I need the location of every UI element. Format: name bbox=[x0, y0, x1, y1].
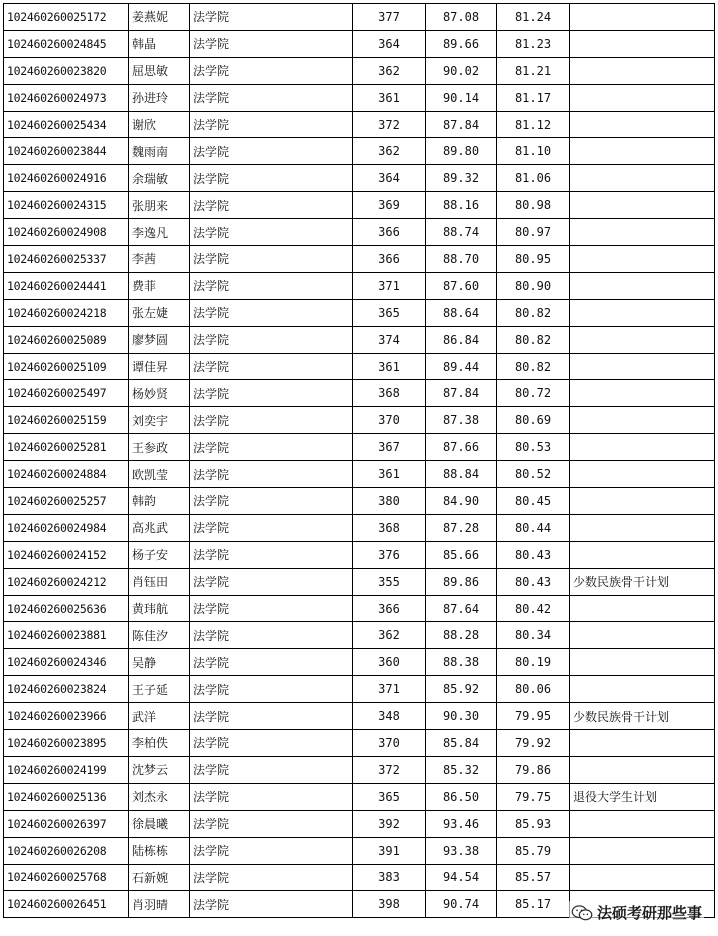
name-cell: 李逸凡 bbox=[129, 219, 190, 246]
interview-score-cell: 87.66 bbox=[426, 434, 497, 461]
candidate-id-cell: 102460260024908 bbox=[4, 219, 129, 246]
initial-score-cell: 372 bbox=[353, 111, 426, 138]
name-cell: 韩韵 bbox=[129, 488, 190, 515]
table-row bbox=[4, 676, 715, 703]
total-score-cell: 85.93 bbox=[497, 810, 570, 837]
table-row bbox=[4, 192, 715, 219]
note-cell bbox=[570, 595, 715, 622]
school-cell: 法学院 bbox=[190, 111, 353, 138]
school-cell: 法学院 bbox=[190, 541, 353, 568]
candidate-id-cell: 102460260024845 bbox=[4, 30, 129, 57]
school-cell: 法学院 bbox=[190, 165, 353, 192]
initial-score-cell: 372 bbox=[353, 756, 426, 783]
candidate-id-cell: 102460260024916 bbox=[4, 165, 129, 192]
name-cell: 魏雨南 bbox=[129, 138, 190, 165]
school-cell: 法学院 bbox=[190, 272, 353, 299]
note-cell bbox=[570, 353, 715, 380]
interview-score-cell: 87.60 bbox=[426, 272, 497, 299]
note-cell bbox=[570, 434, 715, 461]
name-cell: 廖梦圆 bbox=[129, 326, 190, 353]
interview-score-cell: 89.44 bbox=[426, 353, 497, 380]
interview-score-cell: 90.14 bbox=[426, 84, 497, 111]
candidate-id-cell: 102460260024884 bbox=[4, 461, 129, 488]
name-cell: 黄玮航 bbox=[129, 595, 190, 622]
name-cell: 肖钰田 bbox=[129, 568, 190, 595]
candidate-id-cell: 102460260024199 bbox=[4, 756, 129, 783]
table-row bbox=[4, 326, 715, 353]
total-score-cell: 80.82 bbox=[497, 326, 570, 353]
name-cell: 韩晶 bbox=[129, 30, 190, 57]
note-cell bbox=[570, 192, 715, 219]
initial-score-cell: 360 bbox=[353, 649, 426, 676]
note-cell bbox=[570, 165, 715, 192]
interview-score-cell: 88.84 bbox=[426, 461, 497, 488]
interview-score-cell: 86.50 bbox=[426, 783, 497, 810]
total-score-cell: 80.82 bbox=[497, 299, 570, 326]
total-score-cell: 79.92 bbox=[497, 730, 570, 757]
table-row bbox=[4, 568, 715, 595]
initial-score-cell: 383 bbox=[353, 864, 426, 891]
table-row bbox=[4, 649, 715, 676]
school-cell: 法学院 bbox=[190, 676, 353, 703]
initial-score-cell: 371 bbox=[353, 272, 426, 299]
name-cell: 姜燕妮 bbox=[129, 4, 190, 31]
candidate-id-cell: 102460260025337 bbox=[4, 246, 129, 273]
initial-score-cell: 366 bbox=[353, 595, 426, 622]
name-cell: 刘杰永 bbox=[129, 783, 190, 810]
name-cell: 杨子安 bbox=[129, 541, 190, 568]
school-cell: 法学院 bbox=[190, 864, 353, 891]
candidate-id-cell: 102460260024212 bbox=[4, 568, 129, 595]
total-score-cell: 80.72 bbox=[497, 380, 570, 407]
candidate-id-cell: 102460260025172 bbox=[4, 4, 129, 31]
initial-score-cell: 371 bbox=[353, 676, 426, 703]
interview-score-cell: 88.70 bbox=[426, 246, 497, 273]
interview-score-cell: 87.38 bbox=[426, 407, 497, 434]
name-cell: 吴静 bbox=[129, 649, 190, 676]
wechat-icon bbox=[571, 905, 593, 921]
note-cell bbox=[570, 219, 715, 246]
total-score-cell: 81.12 bbox=[497, 111, 570, 138]
initial-score-cell: 361 bbox=[353, 84, 426, 111]
table-row bbox=[4, 299, 715, 326]
name-cell: 欧凯莹 bbox=[129, 461, 190, 488]
interview-score-cell: 85.32 bbox=[426, 756, 497, 783]
initial-score-cell: 362 bbox=[353, 622, 426, 649]
initial-score-cell: 365 bbox=[353, 299, 426, 326]
candidate-id-cell: 102460260024984 bbox=[4, 514, 129, 541]
total-score-cell: 80.44 bbox=[497, 514, 570, 541]
interview-score-cell: 88.74 bbox=[426, 219, 497, 246]
note-cell bbox=[570, 488, 715, 515]
table-row bbox=[4, 730, 715, 757]
initial-score-cell: 361 bbox=[353, 353, 426, 380]
name-cell: 费菲 bbox=[129, 272, 190, 299]
table-row bbox=[4, 837, 715, 864]
initial-score-cell: 370 bbox=[353, 407, 426, 434]
table-row bbox=[4, 407, 715, 434]
initial-score-cell: 366 bbox=[353, 219, 426, 246]
watermark-text: 法硕考研那些事 bbox=[596, 904, 702, 922]
school-cell: 法学院 bbox=[190, 30, 353, 57]
interview-score-cell: 93.46 bbox=[426, 810, 497, 837]
name-cell: 李茜 bbox=[129, 246, 190, 273]
school-cell: 法学院 bbox=[190, 649, 353, 676]
total-score-cell: 81.24 bbox=[497, 4, 570, 31]
note-cell bbox=[570, 810, 715, 837]
school-cell: 法学院 bbox=[190, 4, 353, 31]
interview-score-cell: 84.90 bbox=[426, 488, 497, 515]
name-cell: 杨妙贤 bbox=[129, 380, 190, 407]
note-cell bbox=[570, 541, 715, 568]
total-score-cell: 80.19 bbox=[497, 649, 570, 676]
initial-score-cell: 370 bbox=[353, 730, 426, 757]
initial-score-cell: 364 bbox=[353, 165, 426, 192]
table-row bbox=[4, 810, 715, 837]
table-row bbox=[4, 4, 715, 31]
initial-score-cell: 366 bbox=[353, 246, 426, 273]
interview-score-cell: 90.30 bbox=[426, 703, 497, 730]
candidate-id-cell: 102460260024441 bbox=[4, 272, 129, 299]
name-cell: 肖羽晴 bbox=[129, 891, 190, 918]
total-score-cell: 80.06 bbox=[497, 676, 570, 703]
candidate-id-cell: 102460260024346 bbox=[4, 649, 129, 676]
school-cell: 法学院 bbox=[190, 622, 353, 649]
total-score-cell: 80.90 bbox=[497, 272, 570, 299]
total-score-cell: 80.98 bbox=[497, 192, 570, 219]
initial-score-cell: 355 bbox=[353, 568, 426, 595]
initial-score-cell: 369 bbox=[353, 192, 426, 219]
candidate-id-cell: 102460260023966 bbox=[4, 703, 129, 730]
note-cell: 少数民族骨干计划 bbox=[570, 568, 715, 595]
candidate-id-cell: 102460260025257 bbox=[4, 488, 129, 515]
table-row bbox=[4, 434, 715, 461]
candidate-id-cell: 102460260023844 bbox=[4, 138, 129, 165]
interview-score-cell: 90.02 bbox=[426, 57, 497, 84]
note-cell bbox=[570, 622, 715, 649]
initial-score-cell: 361 bbox=[353, 461, 426, 488]
school-cell: 法学院 bbox=[190, 756, 353, 783]
candidate-id-cell: 102460260025434 bbox=[4, 111, 129, 138]
note-cell bbox=[570, 326, 715, 353]
table-row bbox=[4, 756, 715, 783]
interview-score-cell: 89.86 bbox=[426, 568, 497, 595]
name-cell: 沈梦云 bbox=[129, 756, 190, 783]
table-row bbox=[4, 488, 715, 515]
school-cell: 法学院 bbox=[190, 514, 353, 541]
total-score-cell: 80.82 bbox=[497, 353, 570, 380]
initial-score-cell: 362 bbox=[353, 57, 426, 84]
initial-score-cell: 368 bbox=[353, 514, 426, 541]
candidate-id-cell: 102460260025089 bbox=[4, 326, 129, 353]
name-cell: 陆栋栋 bbox=[129, 837, 190, 864]
candidate-id-cell: 102460260025636 bbox=[4, 595, 129, 622]
interview-score-cell: 88.28 bbox=[426, 622, 497, 649]
name-cell: 李柏佚 bbox=[129, 730, 190, 757]
note-cell bbox=[570, 272, 715, 299]
candidate-id-cell: 102460260026208 bbox=[4, 837, 129, 864]
table-row bbox=[4, 246, 715, 273]
table-row bbox=[4, 219, 715, 246]
interview-score-cell: 89.66 bbox=[426, 30, 497, 57]
school-cell: 法学院 bbox=[190, 353, 353, 380]
interview-score-cell: 87.84 bbox=[426, 380, 497, 407]
table-row bbox=[4, 541, 715, 568]
total-score-cell: 85.17 bbox=[497, 891, 570, 918]
table-row bbox=[4, 461, 715, 488]
total-score-cell: 80.69 bbox=[497, 407, 570, 434]
total-score-cell: 81.17 bbox=[497, 84, 570, 111]
total-score-cell: 80.53 bbox=[497, 434, 570, 461]
school-cell: 法学院 bbox=[190, 783, 353, 810]
interview-score-cell: 88.38 bbox=[426, 649, 497, 676]
initial-score-cell: 362 bbox=[353, 138, 426, 165]
interview-score-cell: 86.84 bbox=[426, 326, 497, 353]
candidate-id-cell: 102460260025159 bbox=[4, 407, 129, 434]
interview-score-cell: 87.84 bbox=[426, 111, 497, 138]
note-cell bbox=[570, 461, 715, 488]
table-row bbox=[4, 272, 715, 299]
candidate-id-cell: 102460260024973 bbox=[4, 84, 129, 111]
school-cell: 法学院 bbox=[190, 810, 353, 837]
table-row bbox=[4, 353, 715, 380]
total-score-cell: 79.95 bbox=[497, 703, 570, 730]
candidate-id-cell: 102460260025768 bbox=[4, 864, 129, 891]
table-row bbox=[4, 514, 715, 541]
candidate-id-cell: 102460260024315 bbox=[4, 192, 129, 219]
candidate-id-cell: 102460260023824 bbox=[4, 676, 129, 703]
name-cell: 王子延 bbox=[129, 676, 190, 703]
interview-score-cell: 85.84 bbox=[426, 730, 497, 757]
note-cell bbox=[570, 84, 715, 111]
table-row bbox=[4, 57, 715, 84]
initial-score-cell: 364 bbox=[353, 30, 426, 57]
total-score-cell: 80.34 bbox=[497, 622, 570, 649]
table-row bbox=[4, 111, 715, 138]
school-cell: 法学院 bbox=[190, 434, 353, 461]
note-cell bbox=[570, 246, 715, 273]
total-score-cell: 79.86 bbox=[497, 756, 570, 783]
interview-score-cell: 88.64 bbox=[426, 299, 497, 326]
interview-score-cell: 90.74 bbox=[426, 891, 497, 918]
school-cell: 法学院 bbox=[190, 837, 353, 864]
name-cell: 石新婉 bbox=[129, 864, 190, 891]
school-cell: 法学院 bbox=[190, 57, 353, 84]
total-score-cell: 80.43 bbox=[497, 568, 570, 595]
candidate-id-cell: 102460260025136 bbox=[4, 783, 129, 810]
note-cell bbox=[570, 380, 715, 407]
name-cell: 谭佳昇 bbox=[129, 353, 190, 380]
score-table-body bbox=[4, 4, 715, 918]
interview-score-cell: 94.54 bbox=[426, 864, 497, 891]
note-cell bbox=[570, 730, 715, 757]
note-cell bbox=[570, 57, 715, 84]
initial-score-cell: 377 bbox=[353, 4, 426, 31]
candidate-id-cell: 102460260025109 bbox=[4, 353, 129, 380]
note-cell: 退役大学生计划 bbox=[570, 783, 715, 810]
initial-score-cell: 368 bbox=[353, 380, 426, 407]
total-score-cell: 85.79 bbox=[497, 837, 570, 864]
total-score-cell: 80.95 bbox=[497, 246, 570, 273]
name-cell: 余瑞敏 bbox=[129, 165, 190, 192]
initial-score-cell: 392 bbox=[353, 810, 426, 837]
candidate-id-cell: 102460260023820 bbox=[4, 57, 129, 84]
note-cell bbox=[570, 30, 715, 57]
interview-score-cell: 87.64 bbox=[426, 595, 497, 622]
school-cell: 法学院 bbox=[190, 192, 353, 219]
name-cell: 谢欣 bbox=[129, 111, 190, 138]
candidate-id-cell: 102460260023895 bbox=[4, 730, 129, 757]
watermark bbox=[569, 901, 704, 924]
note-cell bbox=[570, 111, 715, 138]
table-row bbox=[4, 595, 715, 622]
note-cell bbox=[570, 864, 715, 891]
school-cell: 法学院 bbox=[190, 703, 353, 730]
note-cell bbox=[570, 299, 715, 326]
candidate-id-cell: 102460260026397 bbox=[4, 810, 129, 837]
school-cell: 法学院 bbox=[190, 299, 353, 326]
name-cell: 刘奕宇 bbox=[129, 407, 190, 434]
school-cell: 法学院 bbox=[190, 138, 353, 165]
total-score-cell: 81.06 bbox=[497, 165, 570, 192]
table-row bbox=[4, 783, 715, 810]
total-score-cell: 79.75 bbox=[497, 783, 570, 810]
note-cell bbox=[570, 138, 715, 165]
note-cell bbox=[570, 837, 715, 864]
interview-score-cell: 93.38 bbox=[426, 837, 497, 864]
school-cell: 法学院 bbox=[190, 461, 353, 488]
total-score-cell: 81.23 bbox=[497, 30, 570, 57]
school-cell: 法学院 bbox=[190, 326, 353, 353]
interview-score-cell: 85.66 bbox=[426, 541, 497, 568]
table-row bbox=[4, 165, 715, 192]
initial-score-cell: 398 bbox=[353, 891, 426, 918]
name-cell: 张朋来 bbox=[129, 192, 190, 219]
candidate-id-cell: 102460260024152 bbox=[4, 541, 129, 568]
interview-score-cell: 85.92 bbox=[426, 676, 497, 703]
name-cell: 张左婕 bbox=[129, 299, 190, 326]
candidate-id-cell: 102460260025281 bbox=[4, 434, 129, 461]
score-table bbox=[3, 3, 715, 918]
table-row bbox=[4, 138, 715, 165]
total-score-cell: 85.57 bbox=[497, 864, 570, 891]
school-cell: 法学院 bbox=[190, 219, 353, 246]
name-cell: 屈思敏 bbox=[129, 57, 190, 84]
table-row bbox=[4, 622, 715, 649]
interview-score-cell: 89.80 bbox=[426, 138, 497, 165]
initial-score-cell: 391 bbox=[353, 837, 426, 864]
note-cell bbox=[570, 4, 715, 31]
note-cell: 少数民族骨干计划 bbox=[570, 703, 715, 730]
note-cell bbox=[570, 407, 715, 434]
school-cell: 法学院 bbox=[190, 84, 353, 111]
total-score-cell: 80.52 bbox=[497, 461, 570, 488]
interview-score-cell: 87.08 bbox=[426, 4, 497, 31]
name-cell: 陈佳汐 bbox=[129, 622, 190, 649]
name-cell: 武洋 bbox=[129, 703, 190, 730]
initial-score-cell: 376 bbox=[353, 541, 426, 568]
table-row bbox=[4, 30, 715, 57]
initial-score-cell: 367 bbox=[353, 434, 426, 461]
total-score-cell: 80.45 bbox=[497, 488, 570, 515]
school-cell: 法学院 bbox=[190, 730, 353, 757]
table-row bbox=[4, 84, 715, 111]
name-cell: 高兆武 bbox=[129, 514, 190, 541]
note-cell bbox=[570, 756, 715, 783]
initial-score-cell: 348 bbox=[353, 703, 426, 730]
note-cell bbox=[570, 676, 715, 703]
total-score-cell: 80.97 bbox=[497, 219, 570, 246]
candidate-id-cell: 102460260024218 bbox=[4, 299, 129, 326]
school-cell: 法学院 bbox=[190, 568, 353, 595]
interview-score-cell: 89.32 bbox=[426, 165, 497, 192]
total-score-cell: 80.43 bbox=[497, 541, 570, 568]
total-score-cell: 80.42 bbox=[497, 595, 570, 622]
name-cell: 徐晨曦 bbox=[129, 810, 190, 837]
note-cell bbox=[570, 649, 715, 676]
initial-score-cell: 374 bbox=[353, 326, 426, 353]
interview-score-cell: 87.28 bbox=[426, 514, 497, 541]
candidate-id-cell: 102460260025497 bbox=[4, 380, 129, 407]
candidate-id-cell: 102460260023881 bbox=[4, 622, 129, 649]
school-cell: 法学院 bbox=[190, 891, 353, 918]
school-cell: 法学院 bbox=[190, 380, 353, 407]
table-row bbox=[4, 864, 715, 891]
school-cell: 法学院 bbox=[190, 246, 353, 273]
total-score-cell: 81.21 bbox=[497, 57, 570, 84]
note-cell bbox=[570, 514, 715, 541]
initial-score-cell: 365 bbox=[353, 783, 426, 810]
school-cell: 法学院 bbox=[190, 595, 353, 622]
name-cell: 孙进玲 bbox=[129, 84, 190, 111]
interview-score-cell: 88.16 bbox=[426, 192, 497, 219]
school-cell: 法学院 bbox=[190, 407, 353, 434]
candidate-id-cell: 102460260026451 bbox=[4, 891, 129, 918]
name-cell: 王参政 bbox=[129, 434, 190, 461]
table-row bbox=[4, 703, 715, 730]
total-score-cell: 81.10 bbox=[497, 138, 570, 165]
initial-score-cell: 380 bbox=[353, 488, 426, 515]
table-row bbox=[4, 380, 715, 407]
school-cell: 法学院 bbox=[190, 488, 353, 515]
